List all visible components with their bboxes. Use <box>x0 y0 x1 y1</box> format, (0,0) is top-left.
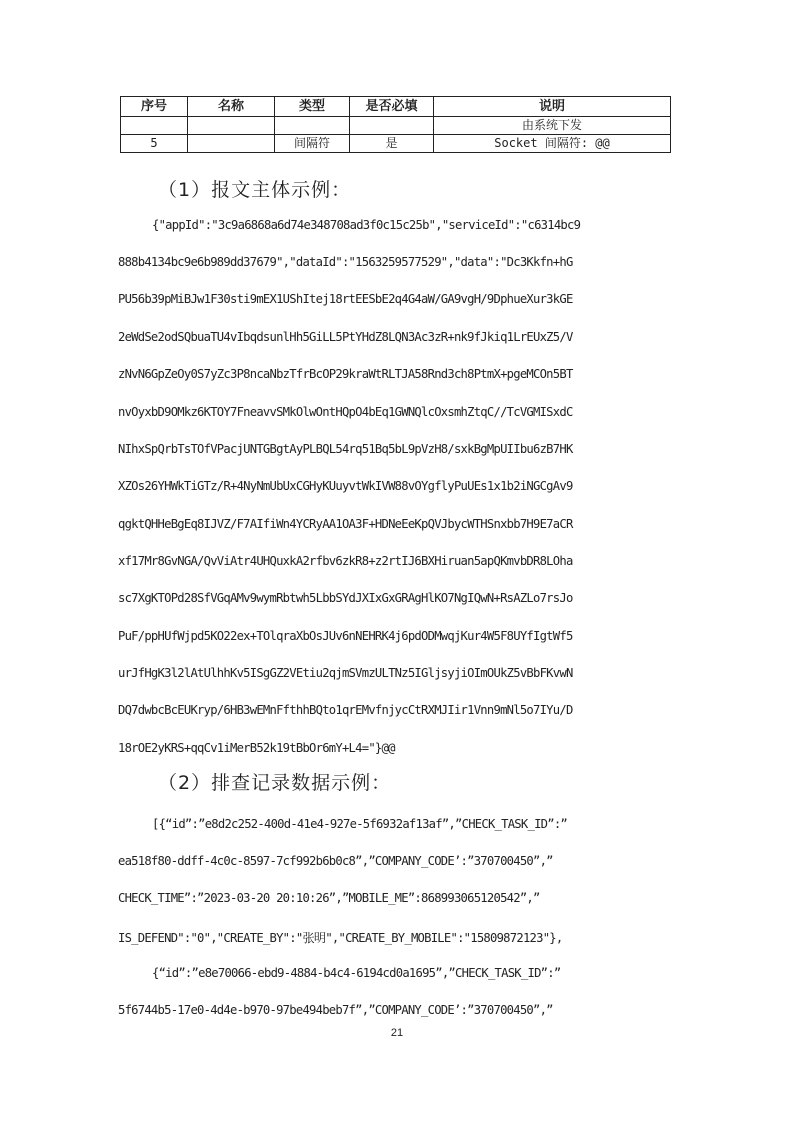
code-line: 2eWdSe2odSQbuaTU4vIbqdsunlHh5GiLL5PtYHdZ8LQN3Ac3zR+nk9fJkiq1LrEUxZ5/V <box>118 330 573 344</box>
header-name: 名称 <box>188 97 275 117</box>
code-line: PuF/ppHUfWjpd5KO22ex+TOlqraXbOsJUv6nNEHRK4j6pdODMwqjKur4W5F8UYfIgtWf5 <box>118 629 573 643</box>
table-cell: 是 <box>350 135 434 153</box>
code-line: 888b4134bc9e6b989dd37679","dataId":"1563259577529","data":"Dc3Kkfn+hG <box>118 255 573 269</box>
code-line: [{“id”:”e8d2c252-400d-41e4-927e-5f6932af13af”,”CHECK_TASK_ID”:” <box>152 817 568 831</box>
table-cell: Socket 间隔符: @@ <box>434 135 671 153</box>
table-cell <box>188 117 275 135</box>
code-line: zNvN6GpZeOy0S7yZc3P8ncaNbzTfrBcOP29kraWtRLTJA58Rnd3ch8PtmX+pgeMCOn5BT <box>118 367 573 381</box>
code-line: XZOs26YHWkTiGTz/R+4NyNmUbUxCGHyKUuyvtWkIVW88vOYgflyPuUEs1x1b2iNGCgAv9 <box>118 479 573 493</box>
section-1-heading: （1）报文主体示例： <box>158 179 352 201</box>
header-description: 说明 <box>434 97 671 117</box>
code-line: 18rOE2yKRS+qqCv1iMerB52k19tBbOr6mY+L4="}@@ <box>118 741 395 755</box>
code-line: {“id”:”e8e70066-ebd9-4884-b4c4-6194cd0a1695”,”CHECK_TASK_ID”:” <box>152 966 561 980</box>
header-required: 是否必填 <box>350 97 434 117</box>
table-row <box>121 117 671 135</box>
code-line: qgktQHHeBgEq8IJVZ/F7AIfiWn4YCRyAA1OA3F+HDNeEeKpQVJbycWTHSnxbb7H9E7aCR <box>118 517 573 531</box>
header-index: 序号 <box>121 97 188 117</box>
code-line: sc7XgKTOPd28SfVGqAMv9wymRbtwh5LbbSYdJXIxGxGRAgHlKO7NgIQwN+RsAZLo7rsJo <box>118 591 573 605</box>
code-line: xf17Mr8GvNGA/QvViAtr4UHQuxkA2rfbv6zkR8+z2rtIJ6BXHiruan5apQKmvbDR8LOha <box>118 554 573 568</box>
table-cell <box>350 117 434 135</box>
code-line: DQ7dwbcBcEUKryp/6HB3wEMnFfthhBQto1qrEMvfnjycCtRXMJIir1Vnn9mNl5o7IYu/D <box>118 703 573 717</box>
code-line: IS_DEFEND":"0","CREATE_BY":"张明","CREATE_BY_MOBILE":"15809872123"}, <box>118 931 563 945</box>
code-line: ea518f80-ddff-4c0c-8597-7cf992b6b0c8”,”COMPANY_CODE’:”370700450”,” <box>118 854 553 868</box>
table-cell: 由系统下发 <box>434 117 671 135</box>
code-line: 5f6744b5-17e0-4d4e-b970-97be494beb7f”,”COMPANY_CODE’:”370700450”,” <box>118 1003 553 1017</box>
page-number: 21 <box>390 1027 404 1039</box>
code-line: PU56b39pMiBJw1F30sti9mEX1UShItej18rtEESbE2q4G4aW/GA9vgH/9DphueXur3kGE <box>118 292 573 306</box>
table-cell: 间隔符 <box>275 135 350 153</box>
code-line: urJfHgK3l2lAtUlhhKv5ISgGZ2VEtiu2qjmSVmzULTNz5IGljsyjiOImOUkZ5vBbFKvwN <box>118 666 573 680</box>
table-cell <box>275 117 350 135</box>
code-line: {"appId":"3c9a6868a6d74e348708ad3f0c15c25b","serviceId":"c6314bc9 <box>152 218 581 232</box>
code-line: CHECK_TIME”:”2023-03-20 20:10:26”,”MOBILE_ME”:868993065120542”,” <box>118 891 540 905</box>
table-row <box>121 135 671 153</box>
table-cell <box>188 135 275 153</box>
table-cell <box>121 117 188 135</box>
code-line: nvOyxbD9OMkz6KTOY7FneavvSMkOlwOntHQpO4bEq1GWNQlcOxsmhZtqC//TcVGMISxdC <box>118 405 573 419</box>
table-header-row <box>121 97 671 117</box>
field-spec-table <box>120 96 671 153</box>
table-cell: 5 <box>121 135 188 153</box>
section-2-heading: （2）排查记录数据示例： <box>158 772 392 794</box>
header-type: 类型 <box>275 97 350 117</box>
code-line: NIhxSpQrbTsTOfVPacjUNTGBgtAyPLBQL54rq51Bq5bL9pVzH8/sxkBgMpUIIbu6zB7HK <box>118 442 573 456</box>
